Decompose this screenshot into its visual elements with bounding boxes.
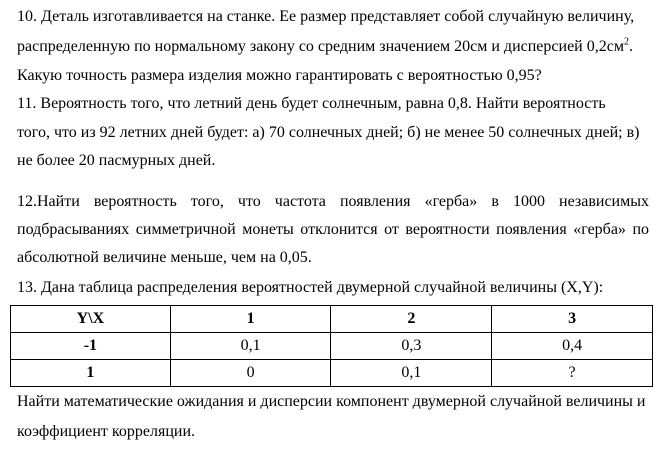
problem-10-line-2-text: распределенную по нормальному закону со средним значением 20см и дисперсией 0,2см: [17, 38, 624, 55]
problem-11-line-2: того, что из 92 летних дней будет: а) 70 солнечных дней; б) не менее 50 солнечных дней; в): [17, 124, 640, 141]
problem-12-line-1: 12.Найти вероятность того, что частота появления «герба» в 1000 независимых: [17, 193, 649, 210]
problem-11-line-1: 11. Вероятность того, что летний день будет солнечным, равна 0,8. Найти вероятность: [17, 95, 606, 112]
table-cell: ?: [492, 360, 653, 387]
table-cell: 0: [170, 360, 331, 387]
table-header-cell: 3: [492, 306, 653, 333]
problem-12-line-3: абсолютной величине меньше, чем на 0,05.: [17, 249, 312, 266]
problem-13-task-line-1: Найти математические ожидания и дисперсии компонент двумерной случайной величины и: [17, 393, 646, 410]
table-row-header-cell: -1: [11, 333, 171, 360]
table-cell: 0,4: [492, 333, 653, 360]
table-header-cell: 2: [331, 306, 492, 333]
problem-10-line-1: 10. Деталь изготавливается на станке. Ее размер представляет собой случайную величину,: [17, 8, 635, 25]
table-cell: 0,3: [331, 333, 492, 360]
table-cell: 0,1: [170, 333, 331, 360]
table-header-row: [11, 306, 653, 333]
table-cell: 0,1: [331, 360, 492, 387]
table-row: [11, 360, 653, 387]
problem-10-line-2-end: .: [628, 38, 633, 55]
problem-10-line-3: Какую точность размера изделия можно гарантировать с вероятностью 0,95?: [17, 67, 542, 84]
distribution-table: [10, 305, 653, 387]
problem-13-intro: 13. Дана таблица распределения вероятностей двумерной случайной величины (X,Y):: [17, 279, 604, 296]
problem-10-line-2: [17, 37, 633, 57]
problem-12-line-2: подбрасываниях симметричной монеты отклонится от вероятности появления «герба» по: [17, 221, 649, 238]
table-row: [11, 333, 653, 360]
table-row-header-cell: 1: [11, 360, 171, 387]
problem-13-task-line-2: коэффициент корреляции.: [17, 423, 196, 440]
table-header-cell: Y\X: [11, 306, 171, 333]
superscript-square: 2: [623, 36, 629, 48]
table-header-cell: 1: [170, 306, 331, 333]
problem-11-line-3: не более 20 пасмурных дней.: [17, 152, 216, 169]
